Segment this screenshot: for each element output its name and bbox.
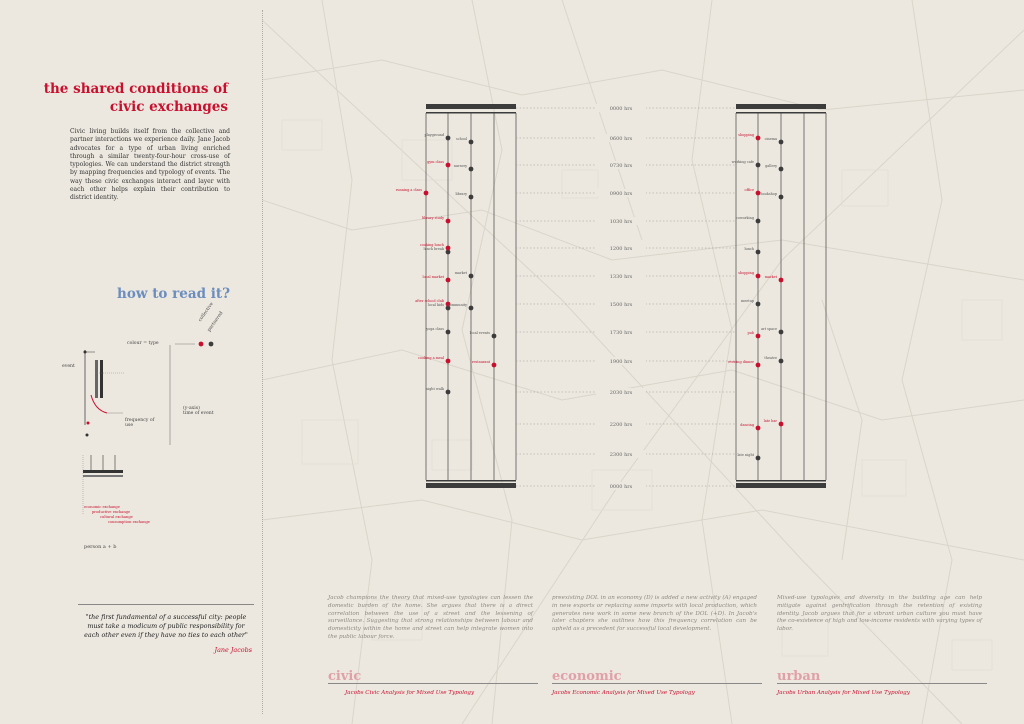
event-label: lunch break	[423, 247, 444, 251]
left-bottom-bar	[426, 483, 516, 488]
event-dot	[779, 422, 784, 427]
page-title: the shared conditions of civic exchanges	[43, 81, 228, 115]
event-dot	[446, 219, 451, 224]
event-dot	[756, 219, 761, 224]
economic-heading: economic	[552, 669, 622, 684]
event-dot	[779, 195, 784, 200]
event-dot	[779, 140, 784, 145]
event-label: library study	[422, 216, 444, 220]
time-label: 1330 hrs	[609, 274, 633, 280]
economic-text: preexisting DOL in an economy (D) is added a new activity (A) engaged in new exports or replacing some imports with local production, which generates new work in some new branch of the DOL (+D). In Jacob's later chapters she outlines how this frequency correlation can be upheld as a precedent for successful local development.	[552, 595, 757, 633]
event-label: shopping	[738, 133, 754, 137]
legend-collective-label: collective	[198, 301, 215, 323]
quote-rule	[78, 604, 254, 605]
urban-text: Mixed-use typologies and diversity in the building age can help mitigate against gentrification through the retention of existing identity. Jacob argues that for a vibrant urban culture you must have the co-existence of high and low-income residents with varying types of labor.	[777, 595, 982, 633]
legend-stair-4: consumption exchange	[108, 520, 150, 524]
urban-rule	[777, 683, 987, 684]
economic-rule	[552, 683, 762, 684]
legend-y-axis: (y-axis) time of event	[183, 406, 214, 416]
event-label: working cafe	[731, 160, 754, 164]
event-dot	[756, 363, 761, 368]
event-dot	[756, 136, 761, 141]
event-dot	[756, 250, 761, 255]
event-label: local market	[422, 275, 444, 279]
event-dot	[779, 359, 784, 364]
event-label: local events	[469, 331, 490, 335]
event-label: library	[455, 192, 467, 196]
event-dot	[492, 363, 497, 368]
time-label: 1030 hrs	[609, 219, 633, 225]
event-label: cooking a meal	[418, 356, 444, 360]
event-dot	[756, 302, 761, 307]
event-dot	[756, 163, 761, 168]
event-label: late night	[737, 453, 754, 457]
time-label: 2300 hrs	[609, 452, 633, 458]
civic-subtitle: Jacobs Civic Analysis for Mixed Use Typology	[345, 690, 475, 696]
event-label: gym class	[427, 160, 444, 164]
event-label: lunch	[744, 247, 754, 251]
legend-stair-1: economic exchange	[84, 505, 120, 509]
event-label: after school club	[415, 299, 444, 303]
event-dot	[469, 306, 474, 311]
event-dot	[756, 274, 761, 279]
event-label: office	[744, 188, 754, 192]
event-label: cinema	[764, 137, 777, 141]
right-bottom-rule	[736, 480, 826, 482]
economic-subtitle: Jacobs Economic Analysis for Mixed Use Typology	[552, 690, 695, 696]
legend-colour-type: colour = type	[127, 341, 159, 346]
event-label: gallery	[765, 164, 777, 168]
time-label: 2200 hrs	[609, 422, 633, 428]
event-label: local kids	[427, 303, 444, 307]
how-to-heading: how to read it?	[117, 286, 230, 302]
event-dot	[756, 334, 761, 339]
time-label: 0000 hrs	[609, 106, 633, 112]
legend-frequency: frequency of use	[125, 418, 155, 428]
legend-stair-2: productive exchange	[92, 510, 131, 514]
event-dot	[446, 136, 451, 141]
event-dot	[756, 426, 761, 431]
time-label: 0600 hrs	[609, 136, 633, 142]
event-label: coworking	[736, 216, 754, 220]
time-label: 0000 hrs	[609, 484, 633, 490]
event-dot	[446, 390, 451, 395]
event-dot	[446, 163, 451, 168]
legend-partnered-label: partnered	[207, 310, 225, 333]
event-label: shopping	[738, 271, 754, 275]
event-label: pub	[747, 331, 754, 335]
civic-text: Jacob champions the theory that mixed-use typologies can lessen the domestic burden of the home. She argues that there is a direct correlation between the use of a street and the lessening of surveillance. Suggesting that strong relationships between labour and domesticity within the home and street can help integrate women into the public labour force.	[328, 595, 533, 640]
event-dot	[446, 330, 451, 335]
event-label: running a class	[395, 188, 422, 192]
event-dot	[424, 191, 429, 196]
event-dot	[469, 140, 474, 145]
event-label: restaurant	[471, 360, 490, 364]
jacobs-quote: "the first fundamental of a successful city: people must take a modicum of public responsibility for each other even if they have no ties to each other"	[84, 613, 248, 639]
event-label: playground	[424, 133, 444, 137]
left-top-bar	[426, 104, 516, 109]
event-dot	[779, 167, 784, 172]
quote-author: Jane Jacobs	[214, 646, 252, 654]
legend-person: person a + b	[84, 544, 117, 550]
event-label: dancing	[740, 423, 754, 427]
civic-rule	[328, 683, 538, 684]
event-dot	[756, 456, 761, 461]
urban-heading: urban	[777, 669, 821, 684]
event-label: theatre	[764, 356, 777, 360]
event-label: cooking lunch	[419, 243, 444, 247]
time-label: 0730 hrs	[609, 163, 633, 169]
event-label: evening dinner	[728, 360, 754, 364]
event-dot	[779, 278, 784, 283]
time-label: 0900 hrs	[609, 191, 633, 197]
legend-stair-3: cultural exchange	[100, 515, 133, 519]
event-label: market	[764, 275, 777, 279]
event-dot	[779, 330, 784, 335]
legend-event: event	[62, 364, 75, 369]
event-label: school	[456, 137, 467, 141]
right-bottom-bar	[736, 483, 826, 488]
event-label: yoga class	[426, 327, 444, 331]
left-bottom-rule	[426, 480, 516, 482]
event-label: meetup	[741, 299, 754, 303]
event-dot	[446, 278, 451, 283]
time-label: 1900 hrs	[609, 359, 633, 365]
event-dot	[492, 334, 497, 339]
event-label: nursery	[453, 164, 467, 168]
intro-paragraph: Civic living builds itself from the collective and partner interactions we experience daily. Jane Jacob advocates for a type of urban living enriched through a similar twenty-four-hour cross-use of typologies. We can understand the district strength by mapping frequencies and typology of events. The way these civic exchanges interact and layer with each other helps explain their contribution to district identity.	[70, 128, 230, 202]
event-label: art space	[761, 327, 777, 331]
event-dot	[469, 167, 474, 172]
event-label: market	[454, 271, 467, 275]
right-top-bar	[736, 104, 826, 109]
event-label: night walk	[425, 387, 444, 391]
event-dot	[469, 274, 474, 279]
time-label: 1500 hrs	[609, 302, 633, 308]
event-dot	[446, 246, 451, 251]
event-dot	[446, 359, 451, 364]
event-label: bookshop	[760, 192, 777, 196]
civic-heading: civic	[328, 669, 362, 684]
event-label: late bar	[763, 419, 777, 423]
time-label: 1730 hrs	[609, 330, 633, 336]
urban-subtitle: Jacobs Urban Analysis for Mixed Use Typology	[777, 690, 910, 696]
event-dot	[469, 195, 474, 200]
time-label: 2030 hrs	[609, 390, 633, 396]
event-label: community	[447, 303, 467, 307]
time-label: 1200 hrs	[609, 246, 633, 252]
